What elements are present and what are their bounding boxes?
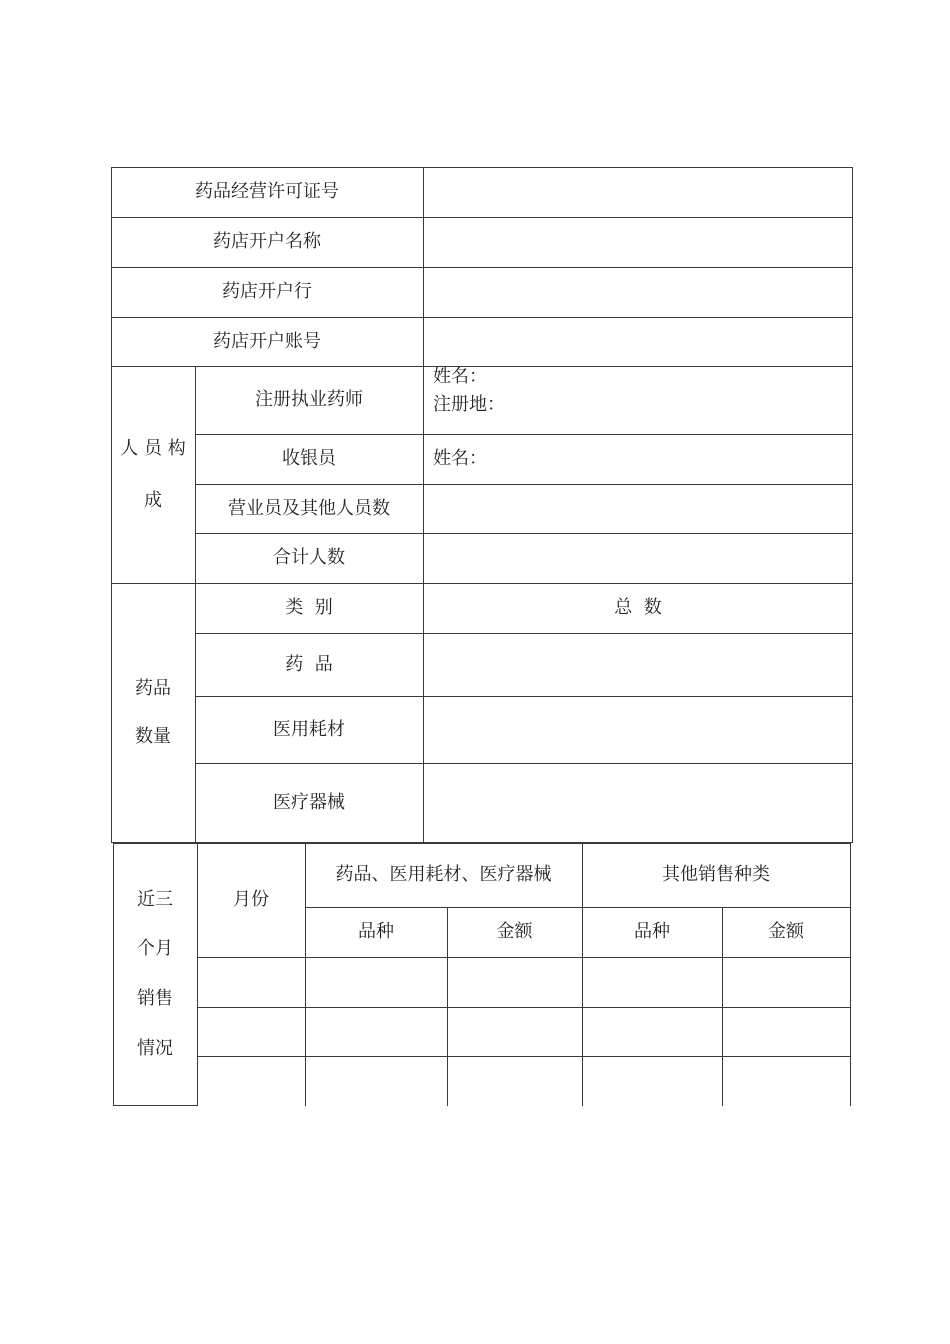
drugs-consumables-devices-header: 药品、医用耗材、医疗器械 (335, 864, 552, 886)
amount-header: 金额 (768, 921, 804, 943)
pharmacist-label: 注册执业药师 (255, 389, 363, 411)
bank-label: 药店开户行 (222, 281, 312, 303)
account-number-label: 药店开户账号 (213, 330, 321, 352)
license-number-label: 药品经营许可证号 (195, 181, 339, 203)
pharmacist-value-cell (423, 366, 853, 434)
sales-group-label (113, 843, 197, 1105)
amount-header: 金额 (496, 921, 533, 943)
row-divider (197, 957, 851, 958)
sales-staff-label: 营业员及其他人员数 (228, 497, 390, 519)
total-header: 总 数 (614, 597, 662, 619)
category-header: 类 别 (285, 597, 333, 619)
pharmacist-place-prefix: 注册地： (433, 393, 505, 415)
quantity-group-label-bottom: 数量 (135, 726, 171, 747)
cashier-label: 收银员 (282, 448, 336, 470)
quantity-row-consumables: 医用耗材 (273, 718, 345, 740)
sales-group-label-line: 情况 (137, 1037, 173, 1059)
variety-header: 品种 (358, 921, 394, 943)
sales-border-right (850, 843, 851, 1106)
quantity-group-label-top: 药品 (135, 678, 171, 700)
other-sales-header: 其他销售种类 (662, 864, 770, 886)
staff-group-label (111, 366, 195, 583)
col-divider (423, 167, 424, 843)
sales-group-label-line: 个月 (137, 938, 173, 960)
total-staff-label: 合计人数 (273, 547, 345, 569)
pharmacy-info-form (111, 167, 853, 843)
sales-border-bottom-left (113, 1105, 198, 1106)
row-divider (197, 1007, 851, 1008)
staff-group-label-bottom: 成 (144, 489, 162, 511)
pharmacist-name-prefix: 姓名： (433, 366, 487, 387)
sales-group-label-line: 销售 (137, 988, 173, 1009)
quantity-row-drugs: 药 品 (285, 653, 333, 675)
month-header: 月份 (233, 889, 269, 911)
variety-header: 品种 (634, 921, 670, 943)
quantity-group-label (111, 583, 195, 843)
sales-table (113, 843, 851, 1106)
table-border-right (852, 167, 853, 843)
cashier-name-prefix: 姓名： (433, 448, 487, 470)
quantity-row-devices: 医疗器械 (273, 792, 345, 814)
row-divider (197, 1056, 851, 1057)
account-name-label: 药店开户名称 (213, 231, 321, 253)
staff-group-label-top: 人 员 构 (120, 437, 186, 459)
sales-group-label-line: 近三 (137, 888, 173, 910)
